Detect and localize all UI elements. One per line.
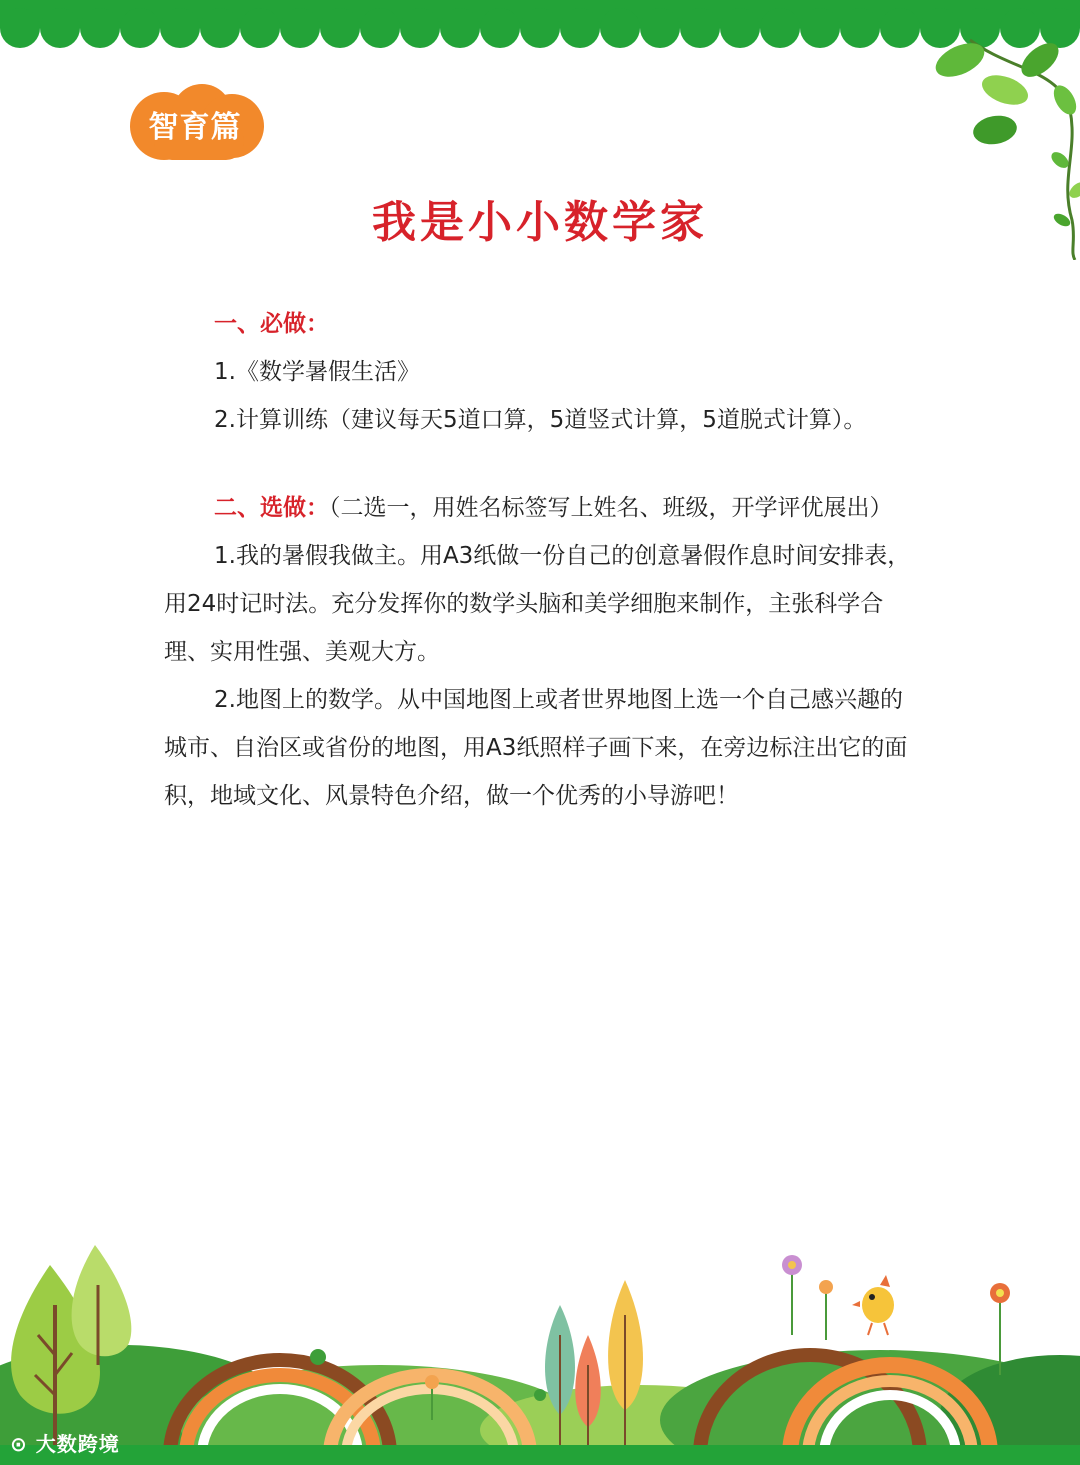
section-badge (124, 82, 266, 162)
optional-item-1: 1.我的暑假我做主。用A3纸做一份自己的创意暑假作息时间安排表，用24时记时法。充分发挥你的数学头脑和美学细胞来制作，主张科学合理、实用性强、美观大方。 (164, 543, 911, 665)
required-heading: 一、必做： (214, 311, 329, 337)
optional-heading-line (164, 484, 924, 532)
watermark-logo (10, 1428, 120, 1457)
optional-heading: 二、选做： (214, 495, 329, 521)
required-item-2: 2.计算训练（建议每天5道口算，5道竖式计算，5道脱式计算）。 (214, 407, 867, 433)
optional-item-2: 2.地图上的数学。从中国地图上或者世界地图上选一个自己感兴趣的城市、自治区或省份的地图，用A3纸照样子画下来，在旁边标注出它的面积，地域文化、风景特色介绍，做一个优秀的小导游吧！ (164, 687, 908, 809)
watermark-text: 大数跨境 (35, 1432, 120, 1456)
bottom-landscape-scene (0, 1245, 1080, 1465)
section-spacer (164, 444, 924, 484)
bird-icon (852, 1275, 894, 1335)
main-content (164, 300, 924, 820)
page-title: 我是小小数学家 (372, 197, 708, 248)
badge-label: 智育篇 (148, 110, 242, 145)
optional-note: （二选一，用姓名标签写上姓名、班级，开学评优展出） (329, 495, 893, 521)
logo-icon: ⊙ (10, 1432, 36, 1456)
required-item-1: 1.《数学暑假生活》 (214, 359, 420, 385)
